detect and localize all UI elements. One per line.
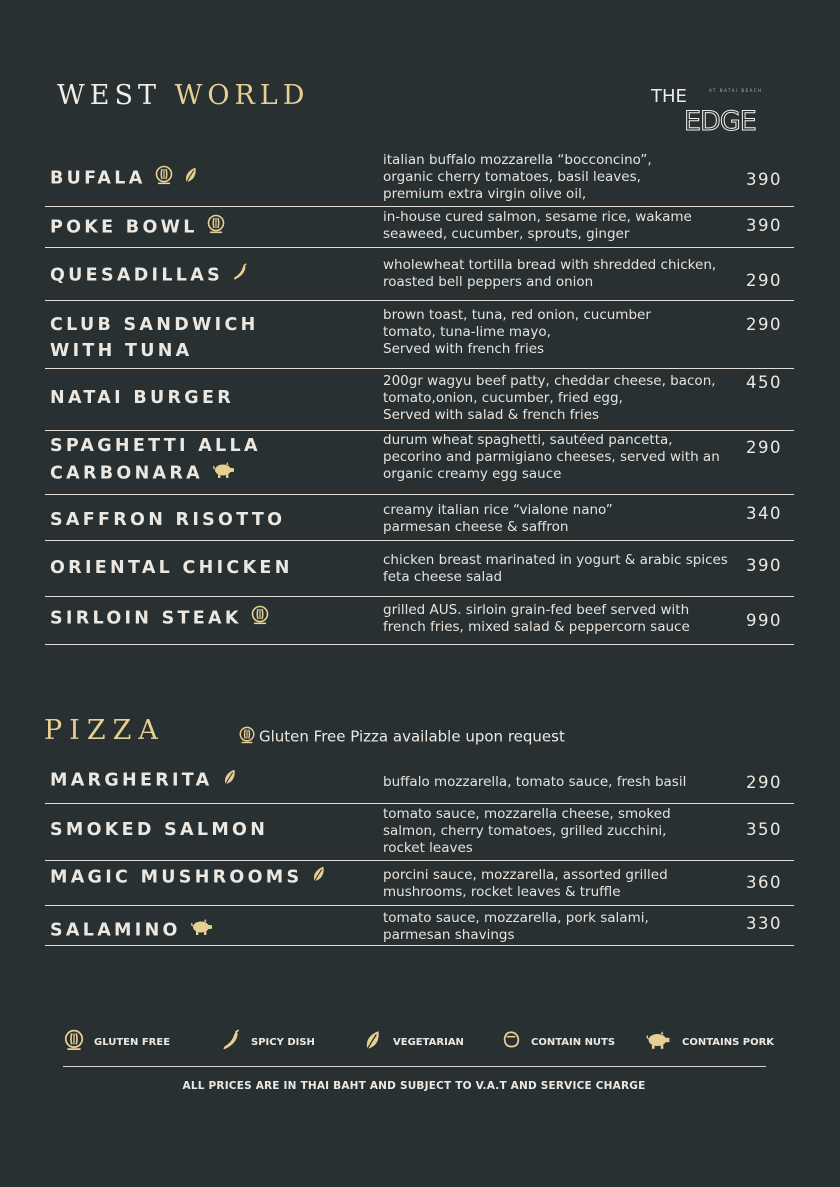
item-description [383, 910, 728, 944]
legend-label: VEGETARIAN [393, 1036, 464, 1048]
pizza-note-text: Gluten Free Pizza available upon request [259, 727, 565, 746]
legend-label: SPICY DISH [251, 1036, 315, 1048]
menu-item [45, 540, 794, 597]
title-word-1: WEST [57, 80, 161, 111]
menu-item [45, 247, 794, 301]
item-price: 390 [746, 216, 782, 235]
item-name-line: WITH TUNA [50, 340, 193, 361]
spicy-chili-icon [220, 1029, 242, 1055]
description-line: wholewheat tortilla bread with shredded chicken, [383, 257, 717, 273]
item-name [50, 263, 249, 289]
description-line: premium extra virgin olive oil, [383, 186, 587, 202]
item-price: 290 [746, 438, 782, 457]
item-price: 390 [746, 170, 782, 189]
logo-subtitle: AT NATAI BEACH [709, 88, 763, 93]
legend-item [362, 1028, 464, 1056]
description-line: italian buffalo mozzarella “bocconcino”, [383, 152, 652, 168]
price-disclaimer: ALL PRICES ARE IN THAI BAHT AND SUBJECT TO V.A.T AND SERVICE CHARGE [182, 1080, 646, 1092]
item-description [383, 307, 728, 358]
description-line: grilled AUS. sirloin grain-fed beef served with [383, 602, 690, 618]
menu-item [45, 803, 794, 861]
description-line: creamy italian rice “vialone nano” [383, 502, 613, 518]
description-line: buffalo mozzarella, tomato sauce, fresh basil [383, 774, 687, 790]
item-price: 450 [746, 373, 782, 392]
title-word-2: WORLD [174, 80, 310, 111]
item-name [50, 313, 259, 364]
item-description [383, 373, 728, 424]
item-price: 990 [746, 611, 782, 630]
menu-item [45, 300, 794, 369]
item-name [50, 605, 270, 633]
legend-label: CONTAIN NUTS [531, 1036, 616, 1048]
pork-icon [644, 1029, 673, 1055]
gluten-free-icon [238, 726, 256, 748]
menu-item [45, 206, 794, 248]
description-line: parmesan shavings [383, 927, 515, 943]
item-name-line: SPAGHETTI ALLA [50, 436, 261, 456]
description-line: salmon, cherry tomatoes, grilled zucchini, [383, 823, 667, 839]
description-line: parmesan cheese & saffron [383, 519, 569, 535]
logo-edge-lettering [648, 86, 788, 134]
item-name [50, 865, 328, 891]
description-line: mushrooms, rocket leaves & truffle [383, 884, 621, 900]
description-line: durum wheat spaghetti, sautéed pancetta, [383, 432, 673, 448]
item-description [383, 257, 728, 291]
item-name-line: BUFALA [50, 168, 146, 189]
item-price: 390 [746, 556, 782, 575]
description-line: chicken breast marinated in yogurt & arabic spices [383, 552, 728, 568]
item-price: 330 [746, 914, 782, 933]
item-name [50, 165, 200, 193]
item-name [50, 434, 261, 488]
item-name-line: SMOKED SALMON [50, 820, 269, 840]
item-description [383, 552, 728, 586]
menu-item [45, 905, 794, 946]
item-name [50, 818, 268, 844]
legend-label: CONTAINS PORK [682, 1036, 775, 1048]
item-description [383, 432, 728, 483]
gluten-free-icon [63, 1029, 85, 1055]
description-line: french fries, mixed salad & peppercorn sauce [383, 619, 690, 635]
item-name [50, 386, 234, 412]
menu-item [45, 763, 794, 804]
item-price: 290 [746, 271, 782, 290]
item-description [383, 209, 728, 243]
description-line: 200gr wagyu beef patty, cheddar cheese, bacon, [383, 373, 716, 389]
item-price: 350 [746, 820, 782, 839]
gluten-free-icon [154, 165, 174, 193]
gluten-free-icon [206, 214, 226, 242]
menu-item [45, 860, 794, 906]
item-name-line: SALAMINO [50, 920, 181, 941]
item-price: 360 [746, 873, 782, 892]
description-line: rocket leaves [383, 840, 473, 856]
item-description [383, 806, 728, 857]
item-name [50, 556, 293, 582]
vegetarian-icon [221, 768, 239, 794]
description-line: pecorino and parmigiano cheeses, served with an [383, 449, 720, 465]
legend-item [500, 1028, 615, 1056]
nut-icon [500, 1029, 522, 1055]
description-line: roasted bell peppers and onion [383, 274, 594, 290]
the-edge-logo [648, 86, 788, 134]
item-name [50, 214, 226, 242]
menu-item [45, 150, 794, 207]
item-name-line: MAGIC MUSHROOMS [50, 867, 303, 888]
item-name-line: CARBONARA [50, 463, 203, 483]
description-line: tomato, tuna-lime mayo, [383, 324, 551, 340]
description-line: organic cherry tomatoes, basil leaves, [383, 169, 641, 185]
item-price: 290 [746, 773, 782, 792]
item-name-line: NATAI BURGER [50, 388, 234, 408]
item-description [383, 774, 728, 791]
item-name-line: SAFFRON RISOTTO [50, 510, 286, 530]
description-line: porcini sauce, mozzarella, assorted grilled [383, 867, 668, 883]
item-description [383, 152, 728, 203]
item-name-line: CLUB SANDWICH [50, 315, 259, 335]
legend-item [644, 1028, 774, 1056]
description-line: Served with salad & french fries [383, 407, 600, 423]
item-name-line: MARGHERITA [50, 770, 213, 791]
legend-item [220, 1028, 315, 1056]
item-price: 290 [746, 315, 782, 334]
item-price: 340 [746, 504, 782, 523]
pork-icon [211, 460, 237, 488]
item-name [50, 508, 285, 534]
description-line: in-house cured salmon, sesame rice, wakame [383, 209, 692, 225]
description-line: organic creamy egg sauce [383, 466, 562, 482]
description-line: tomato,onion, cucumber, fried egg, [383, 390, 623, 406]
description-line: seaweed, cucumber, sprouts, ginger [383, 226, 630, 242]
section-title-pizza: PIZZA [44, 715, 165, 746]
item-name-line: SIRLOIN STEAK [50, 608, 242, 629]
vegetarian-icon [310, 865, 328, 891]
legend-label: GLUTEN FREE [94, 1036, 171, 1048]
vegetarian-icon [182, 166, 200, 192]
item-name-line: POKE BOWL [50, 217, 198, 238]
description-line: tomato sauce, mozzarella cheese, smoked [383, 806, 671, 822]
menu-item [45, 494, 794, 541]
vegetarian-icon [362, 1029, 384, 1055]
legend-item [63, 1028, 170, 1056]
svg-text:EDGE: EDGE [684, 106, 756, 134]
description-line: Served with french fries [383, 341, 545, 357]
menu-item [45, 596, 794, 645]
description-line: tomato sauce, mozzarella, pork salami, [383, 910, 649, 926]
spicy-chili-icon [231, 263, 249, 289]
dietary-legend [63, 1028, 775, 1067]
section-title-west-world [57, 80, 309, 111]
description-line: feta cheese salad [383, 569, 503, 585]
item-name-line: QUESADILLAS [50, 265, 223, 286]
logo-the-text: THE [651, 86, 687, 107]
menu-item [45, 368, 794, 431]
item-description [383, 602, 728, 636]
item-name [50, 768, 239, 794]
menu-item [45, 430, 794, 495]
item-description [383, 502, 728, 536]
gluten-free-icon [250, 605, 270, 633]
gluten-free-pizza-note [238, 726, 565, 748]
item-name [50, 917, 215, 945]
description-line: brown toast, tuna, red onion, cucumber [383, 307, 651, 323]
pork-icon [189, 917, 215, 945]
item-name-line: ORIENTAL CHICKEN [50, 558, 293, 578]
item-description [383, 867, 728, 901]
